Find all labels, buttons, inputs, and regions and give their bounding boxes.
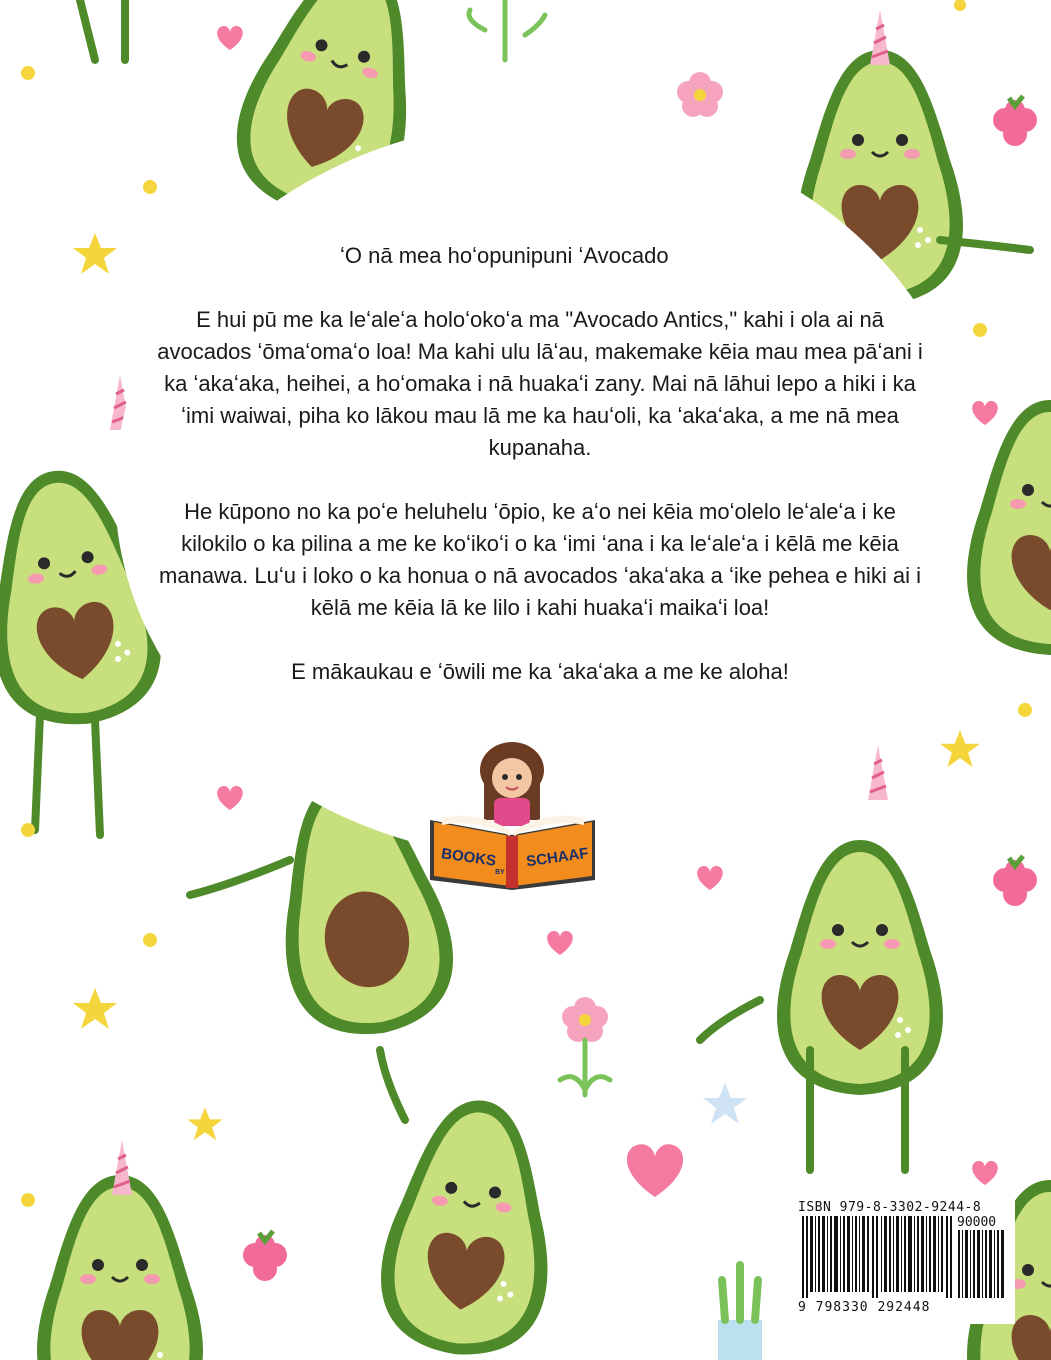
logo-word-books: BOOKS <box>440 845 498 870</box>
barcode-number: 9 798330 292448 <box>798 1300 931 1315</box>
barcode-price-code: 90000 <box>957 1215 997 1230</box>
description-paragraph-2: He kūpono no ka poʻe heluhelu ʻōpio, ke aʻo nei kēia moʻolelo leʻaleʻa i ke kilokilo o ka pilina a me ke koʻikoʻi o ka ʻimi ʻana i ka leʻaleʻa i kēlā me kēia manawa. Luʻu i loko o ka honua o nā avocados ʻakaʻaka a ʻike pehea e hiki ai i kēlā me kēia lā ke lilo i kahi huakaʻi maikaʻi loa! <box>159 499 921 620</box>
book-title: ʻO nā mea hoʻopunipuni ʻAvocado <box>340 243 669 268</box>
back-cover-text <box>150 240 930 688</box>
logo-word-by: BY <box>495 869 505 876</box>
closing-line: E mākaukau e ʻōwili me ka ʻakaʻaka a me ke aloha! <box>291 659 789 684</box>
isbn-text: ISBN 979-8-3302-9244-8 <box>798 1200 982 1215</box>
logo-word-schaaf: SCHAAF <box>525 844 590 871</box>
barcode-addon-bars <box>958 1230 1006 1298</box>
books-by-schaaf-logo <box>420 740 605 900</box>
isbn-barcode <box>790 1198 1015 1324</box>
barcode-bars <box>802 1216 957 1298</box>
description-paragraph-1: E hui pū me ka leʻaleʻa holoʻokoʻa ma "Avocado Antics," kahi i ola ai nā avocados ʻōmaʻomaʻo loa! Ma kahi ulu lāʻau, makemake kēia mau mea pāʻani i ka ʻakaʻaka, heihei, a hoʻomaka i nā huakaʻi zany. Mai nā lāhui lepo a hiki i ka ʻimi waiwai, piha ko lākou mau lā me ka hauʻoli, ka ʻakaʻaka, a me nā mea kupanaha. <box>157 307 923 460</box>
